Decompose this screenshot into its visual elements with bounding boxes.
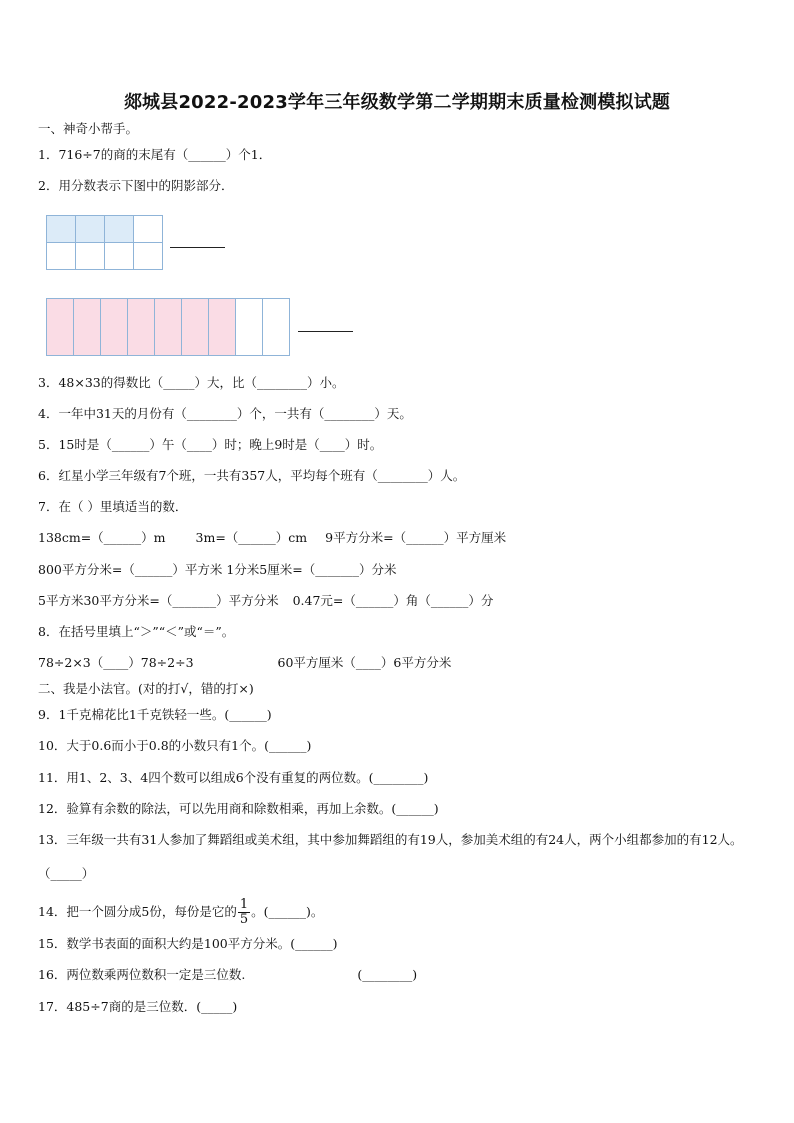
question-1: 1．716÷7的商的末尾有（______）个1． <box>38 147 272 162</box>
question-4: 4．一年中31天的月份有（________）个，一共有（________）天。 <box>38 406 412 421</box>
question-12: 12．验算有余数的除法，可以先用商和除数相乘，再加上余数。(______) <box>38 801 439 816</box>
question-7-row-2 <box>38 562 396 578</box>
grid-cell-shaded <box>47 216 76 243</box>
question-10: 10．大于0.6而小于0.8的小数只有1个。(______) <box>38 738 312 753</box>
question-5: 5．15时是（______）午（____）时；晚上9时是（____）时。 <box>38 437 383 452</box>
question-14 <box>38 898 323 927</box>
question-17: 17．485÷7商的是三位数．(_____) <box>38 999 238 1014</box>
grid-cell <box>134 243 163 270</box>
q14-text: 14．把一个圆分成5份，每份是它的 <box>38 904 237 919</box>
grid-cell-shaded <box>47 299 74 356</box>
question-2: 2．用分数表示下图中的阴影部分． <box>38 178 234 193</box>
grid-cell <box>236 299 263 356</box>
grid-cell-shaded <box>105 216 134 243</box>
section-heading-1: 一、神奇小帮手。 <box>38 121 139 136</box>
question-3: 3．48×33的得数比（_____）大，比（________）小。 <box>38 375 345 390</box>
grid-cell <box>47 243 76 270</box>
grid-cell-shaded <box>128 299 155 356</box>
grid-cell-shaded <box>209 299 236 356</box>
grid-cell-shaded <box>155 299 182 356</box>
q16-blank: (________) <box>357 967 418 982</box>
fraction-figure-2 <box>46 298 290 356</box>
grid-cell <box>76 243 105 270</box>
question-7-row-1 <box>38 530 506 546</box>
fraction-figure-1 <box>46 215 163 270</box>
fraction-one-fifth <box>238 898 250 927</box>
q16-text: 16．两位数乘两位数积一定是三位数. <box>38 967 246 982</box>
q14-blank: 。(______)。 <box>251 904 324 919</box>
grid-cell <box>134 216 163 243</box>
q7-item: 3m=（______）cm <box>195 530 308 545</box>
answer-line-2[interactable] <box>298 331 353 332</box>
question-6: 6．红星小学三年级有7个班，一共有357人，平均每个班有（________）人。 <box>38 468 466 483</box>
grid-cell-shaded <box>101 299 128 356</box>
question-15: 15．数学书表面的面积大约是100平方分米。(______) <box>38 936 338 951</box>
q7-item: 800平方分米=（______）平方米 <box>38 562 223 577</box>
fraction-denominator: 5 <box>239 912 249 927</box>
question-9: 9．1千克棉花比1千克铁轻一些。(______) <box>38 707 272 722</box>
question-16 <box>38 967 417 983</box>
grid-cell-shaded <box>76 216 105 243</box>
section-heading-2: 二、我是小法官。(对的打√，错的打×) <box>38 681 254 696</box>
question-8-row <box>38 655 451 671</box>
grid-cell <box>263 299 290 356</box>
grid-cell-shaded <box>74 299 101 356</box>
q7-item: 5平方米30平方分米=（_______）平方分米 <box>38 593 279 608</box>
question-7: 7．在（ ）里填适当的数． <box>38 499 188 514</box>
q8-item: 78÷2×3（____）78÷2÷3 <box>38 655 194 670</box>
question-11: 11．用1、2、3、4四个数可以组成6个没有重复的两位数。(________) <box>38 770 429 785</box>
q8-item: 60平方厘米（____）6平方分米 <box>277 655 452 670</box>
question-7-row-3 <box>38 593 493 609</box>
page-title: 郯城县2022-2023学年三年级数学第二学期期末质量检测模拟试题 <box>123 92 671 113</box>
q7-item: 0.47元=（______）角（______）分 <box>292 593 494 608</box>
q7-item: 138cm=（______）m <box>38 530 166 545</box>
fraction-numerator: 1 <box>239 897 249 912</box>
grid-cell <box>105 243 134 270</box>
answer-line-1[interactable] <box>170 247 225 248</box>
grid-cell-shaded <box>182 299 209 356</box>
q7-item: 1分米5厘米=（_______）分米 <box>226 562 397 577</box>
question-8: 8．在括号里填上“＞”“＜”或“＝”。 <box>38 624 235 639</box>
question-13: 13．三年级一共有31人参加了舞蹈组或美术组，其中参加舞蹈组的有19人，参加美术组的有24人，两个小组都参加的有12人。 （_____） <box>38 832 762 881</box>
q7-item: 9平方分米=（______）平方厘米 <box>325 530 507 545</box>
